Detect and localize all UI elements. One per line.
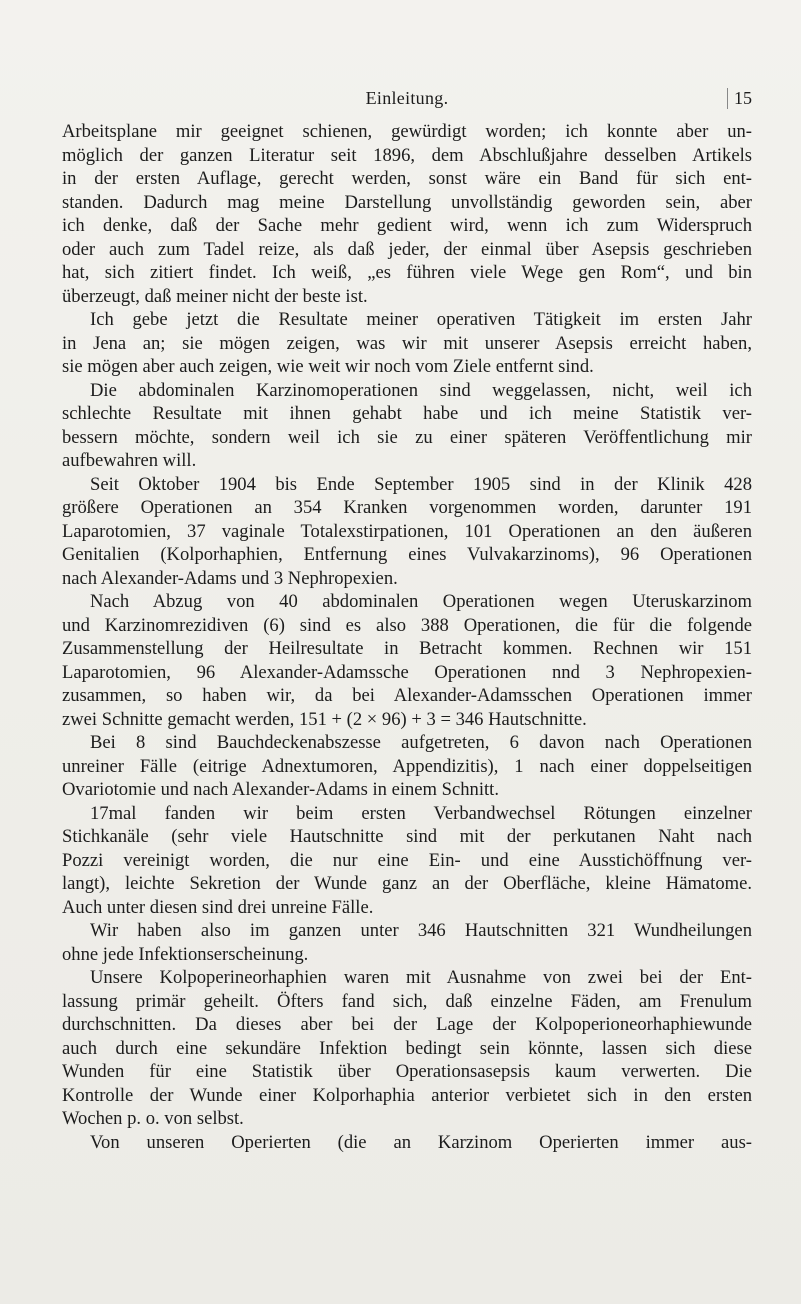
chapter-title: Einleitung. xyxy=(365,88,449,108)
page-number: 15 xyxy=(727,88,752,109)
text-line: zusammen, so haben wir, da bei Alexander-Adamsschen Operationen immer xyxy=(62,685,752,706)
text-line: schlechte Resultate mit ihnen gehabt habe und ich meine Statistik ver- xyxy=(62,403,752,424)
text-line: Auch unter diesen sind drei unreine Fälle. xyxy=(62,896,374,918)
text-line: oder auch zum Tadel reize, als daß jeder, der einmal über Asepsis geschrieben xyxy=(62,238,752,260)
text-line: ich denke, daß der Sache mehr gedient wird, wenn ich zum Widerspruch xyxy=(62,215,752,236)
text-line: nach Alexander-Adams und 3 Nephropexien. xyxy=(62,567,398,589)
text-line: Bei 8 sind Bauchdeckenabszesse aufgetreten, 6 davon nach Operationen xyxy=(90,732,752,753)
text-line: Ovariotomie und nach Alexander-Adams in einem Schnitt. xyxy=(62,779,499,800)
text-line: 17mal fanden wir beim ersten Verbandwechsel Rötungen einzelner xyxy=(90,802,752,824)
text-line: Unsere Kolpoperineorhaphien waren mit Ausnahme von zwei bei der Ent- xyxy=(90,967,752,988)
text-line: möglich der ganzen Literatur seit 1896, dem Abschlußjahre desselben Artikels xyxy=(62,144,752,166)
running-header xyxy=(62,88,752,112)
text-line: Pozzi vereinigt worden, die nur eine Ein- und eine Ausstichöffnung ver- xyxy=(62,849,752,871)
text-line: Laparotomien, 96 Alexander-Adamssche Operationen nnd 3 Nephropexien- xyxy=(62,661,752,683)
text-line: unreiner Fälle (eitrige Adnextumoren, Appendizitis), 1 nach einer doppelseitigen xyxy=(62,755,752,777)
text-line: Laparotomien, 37 vaginale Totalexstirpationen, 101 Operationen an den äußeren xyxy=(62,520,752,542)
text-line: standen. Dadurch mag meine Darstellung unvollständig geworden sein, aber xyxy=(62,191,752,213)
text-line: durchschnitten. Da dieses aber bei der Lage der Kolpoperioneorhaphiewunde xyxy=(62,1014,752,1035)
text-line: Wunden für eine Statistik über Operationsasepsis kaum verwerten. Die xyxy=(62,1061,752,1082)
text-line: bessern möchte, sondern weil ich sie zu einer späteren Veröffentlichung mir xyxy=(62,426,752,448)
text-line: sie mögen aber auch zeigen, wie weit wir noch vom Ziele entfernt sind. xyxy=(62,356,594,377)
text-line: lassung primär geheilt. Öfters fand sich, daß einzelne Fäden, am Frenulum xyxy=(62,990,752,1012)
text-line: Kontrolle der Wunde einer Kolporhaphia anterior verbietet sich in den ersten xyxy=(62,1084,752,1106)
text-line: hat, sich zitiert findet. Ich weiß, „es führen viele Wege gen Rom“, und bin xyxy=(62,262,752,283)
text-line: Seit Oktober 1904 bis Ende September 1905 sind in der Klinik 428 xyxy=(90,473,752,495)
text-line: Zusammenstellung der Heilresultate in Betracht kommen. Rechnen wir 151 xyxy=(62,638,752,659)
text-line: aufbewahren will. xyxy=(62,450,197,471)
text-line: Arbeitsplane mir geeignet schienen, gewürdigt worden; ich konnte aber un- xyxy=(62,121,752,142)
text-line: Genitalien (Kolporhaphien, Entfernung eines Vulvakarzinoms), 96 Operationen xyxy=(62,544,752,565)
text-line: in Jena an; sie mögen zeigen, was wir mit unserer Asepsis erreicht haben, xyxy=(62,332,752,354)
text-line: größere Operationen an 354 Kranken vorgenommen worden, darunter 191 xyxy=(62,497,752,518)
text-line: ohne jede Infektionserscheinung. xyxy=(62,943,309,965)
text-line: Ich gebe jetzt die Resultate meiner operativen Tätigkeit im ersten Jahr xyxy=(90,309,752,330)
text-line: Nach Abzug von 40 abdominalen Operationen wegen Uteruskarzinom xyxy=(90,591,752,612)
text-line: und Karzinomrezidiven (6) sind es also 388 Operationen, die für die folgende xyxy=(62,614,752,636)
body-text xyxy=(62,120,752,1154)
text-line: langt), leichte Sekretion der Wunde ganz an der Oberfläche, kleine Hämatome. xyxy=(62,873,752,894)
text-line: auch durch eine sekundäre Infektion bedingt sein könnte, lassen sich diese xyxy=(62,1037,752,1059)
text-line: zwei Schnitte gemacht werden, 151 + (2 × 96) + 3 = 346 Hautschnitte. xyxy=(62,708,587,730)
text-line: Die abdominalen Karzinomoperationen sind weggelassen, nicht, weil ich xyxy=(90,379,752,401)
text-line: überzeugt, daß meiner nicht der beste ist. xyxy=(62,285,368,307)
text-line: Wir haben also im ganzen unter 346 Hautschnitten 321 Wundheilungen xyxy=(90,920,752,941)
text-line: Stichkanäle (sehr viele Hautschnitte sind mit der perkutanen Naht nach xyxy=(62,826,752,847)
text-line: in der ersten Auflage, gerecht werden, sonst wäre ein Band für sich ent- xyxy=(62,168,752,189)
text-line: Wochen p. o. von selbst. xyxy=(62,1108,244,1129)
text-line: Von unseren Operierten (die an Karzinom Operierten immer aus- xyxy=(90,1131,752,1153)
